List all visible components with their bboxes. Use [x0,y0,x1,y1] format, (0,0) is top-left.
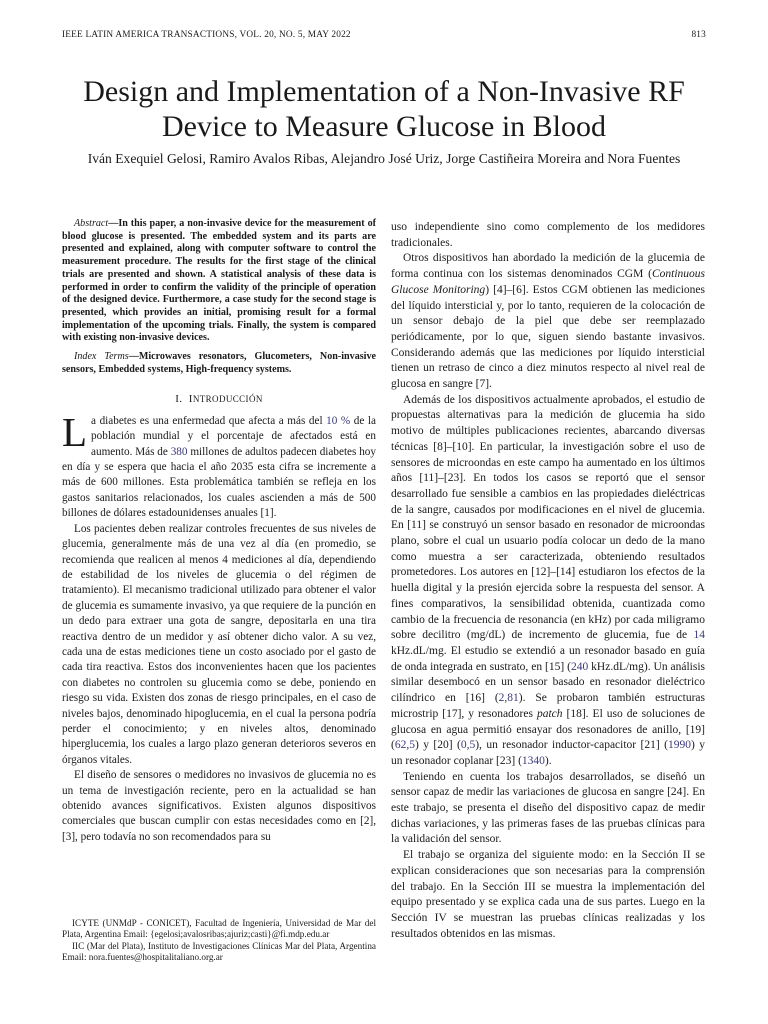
paper-title [40,74,728,144]
section-title-rest: NTRODUCCIÓN [192,394,263,405]
right-p3-number-6: 1990 [667,739,691,752]
right-paragraph-2 [391,251,705,392]
intro-p1-number-1: 10 % [326,414,351,427]
footnote-affiliation-1: ICYTE (UNMdP - CONICET), Facultad de Ingeniería, Universidad de Mar del Plata, Argentina Email: {egelosi;avalosribas;ajuriz;casti}@fi.mdp.edu.ar [62,918,376,940]
abstract [62,218,376,345]
right-p3-text-c: kHz.dL/mg). Un análisis similar desembocó en un sensor basado en resonador dieléctrico cilíndrico en [16] ( [391,660,706,705]
right-paragraph-3 [391,393,705,770]
right-p2-text-b: ) [4]–[6]. Estos CGM obtienen las mediciones del líquido intersticial y, por lo tanto, requieren de la colocación de un sensor debajo de la piel que debe ser reemplazado periódicamente, por lo que, siguen siendo bastante invasivos. Considerando además que las mediciones por líquido intersticial tienen un retraso de cinco a diez minutos respecto al nivel real de glucosa en sangre [7]. [391,283,705,391]
right-p3-text-d: ). Se probaron también estructuras microstrip [17], y resonadores [391,692,705,720]
index-terms [62,351,376,376]
right-p3-text-b: kHz.dL/mg. El estudio se extendió a un resonador basado en guía de onda integrada en sustrato, en [15] ( [391,644,705,673]
right-p3-text-f: ) y [20] ( [414,739,461,752]
intro-paragraph-3: El diseño de sensores o medidores no invasivos de glucemia no es un tema de investigación reciente, pero en la actualidad se han obtenido avances significativos. Existen algunos dispositivos comerciales que buscan cumplir con estas necesidades como en [2], [3], pero todavía no son recomendados para su [62,769,376,843]
intro-p1-number-2: 380 [170,445,188,458]
abstract-text: —In this paper, a non-invasive device for the measurement of blood glucose is presented. The embedded system and its parts are presented and explained, along with computer software to control the measurement procedure. The results for the first stage of the clinical trials are presented and shown. A statistical analysis of these data is performed in order to confirm the validity of the principle of operation of the designed device. Furthermore, a case study for the second stage is presented, which provides an initial, promising result for a formal implementation of the upcoming trials. Finally, the system is compared with existing non-invasive devices. [62,218,376,344]
intro-paragraph-2: Los pacientes deben realizar controles frecuentes de sus niveles de glucemia, generalmente más de una vez al día (en promedio, se recomienda que realicen al menos 4 mediciones al día, dependiendo de estabilidad de los niveles de glucemia o del régimen de tratamiento). El mecanismo tradicional utilizado para obtener el valor de glucemia es sumamente invasivo, ya que requiere de la punción en un dedo para extraer una gota de sangre, depositarla en una tira reactiva dentro de un medidor y así obtener dicho valor. A su vez, cada una de estas mediciones tiene un costo asociado por el gasto de cada tira reactiva. Estos dos inconvenientes hacen que los pacientes con diabetes no controlen su glucemia como se debe, poniendo en riesgo su vida. Existen dos zonas de riesgo principales, en el caso de niveles bajos, denominado hipoglucemia, en el cual la persona podría perder el conocimiento; y en niveles altos, denominado hiperglucemia, los cuales a largo plazo generan deterioros severos en órganos vitales. [62,522,376,766]
abstract-label: Abstract [74,218,109,229]
right-p3-number-2: 240 [570,660,589,673]
journal-name: IEEE LATIN AMERICA TRANSACTIONS, VOL. 20, NO. 5, MAY 2022 [62,30,351,40]
right-p2-text-a: Otros dispositivos han abordado la medición de la glucemia de forma continua con los sistemas denominados CGM ( [391,252,705,281]
right-p3-text-a: Además de los dispositivos actualmente aprobados, el estudio de propuestas alternativas para la medición de glucemia ha sido motivo de múltiples publicaciones recientes, abarcando diversas técnicas [8]–[10]. En particular, la investigación sobre el uso de sensores de microondas en este campo ha aumentado en los últimos años [11]–[23]. En todos los casos se reportó que el sensor desarrollado fue sensible a cambios en las propiedades dieléctricas de la sangre, causados por modificaciones en el nivel de glucemia. En [11] se construyó un sensor basado en resonador de microondas plano, sobre el cual un usuario podía colocar un dedo de la mano como muestra a ser caracterizada, obteniendo resultados prometedores. Los autores en [12]–[14] estudiaron los efectos de la huella digital y la presión ejercida sobre la respuesta del sensor. A fines comparativos, la sensibilidad obtenida, cuantizada como cambio de la frecuencia de resonancia (en kHz) por cada miligramo sobre decilitro (mg/dL) de incremento de glucemia, fue de [391,393,705,642]
right-p3-number-3: 2,81 [498,692,519,705]
running-head [62,30,706,44]
right-p3-number-5: 0,5 [460,739,476,752]
right-paragraph-1: uso independiente sino como complemento de los medidores tradicionales. [391,221,705,249]
right-p3-number-7: 1340 [521,754,545,767]
title-line-2: Device to Measure Glucose in Blood [161,110,607,143]
right-p3-number-1: 14 [693,629,705,642]
right-p3-text-h: ) y un resonador coplanar [23] ( [391,739,705,767]
right-p3-emphasis: patch [536,707,563,720]
index-terms-label: Index Terms [74,351,129,363]
intro-paragraph-1 [62,408,376,522]
right-p2-emphasis: Continuous Glucose Monitoring [391,268,705,296]
intro-p1-text-b: de la población mundial y el porcentaje de afectados está en aumento. Más de [91,414,376,458]
left-column [62,218,376,845]
affiliation-footnotes [62,918,376,963]
right-paragraph-5: El trabajo se organiza del siguiente modo: en la Sección II se explican consideraciones que son necesarias para la comprensión del trabajo. En la Sección III se muestra la implementación del equipo presentado y se explica cada una de sus partes. Luego en la Sección IV se muestran las pruebas clínicas realizadas y los resultados obtenidos en las mismas. [391,849,705,940]
author-list: Iván Exequiel Gelosi, Ramiro Avalos Ribas, Alejandro José Uriz, Jorge Castiñeira Moreira and Nora Fuentes [87,151,681,166]
section-first-letter: I [188,393,193,406]
right-p3-number-4: 62,5 [394,739,415,752]
right-p3-text-g: ), un resonador inductor-capacitor [21] ( [475,739,668,752]
right-paragraph-4: Teniendo en cuenta los trabajos desarrollados, se diseñó un sensor capaz de medir las variaciones de glucosa en sangre [24]. En este trabajo, se presenta el diseño del dispositivo capaz de medir dichas variaciones, y las primeras fases de las pruebas clínicas para la validación del sensor. [391,770,705,846]
footnote-affiliation-2: IIC (Mar del Plata), Instituto de Investigaciones Clínicas Mar del Plata, Argentina Email: nora.fuentes@hospitalitaliano.org.ar [62,940,376,962]
intro-p1-text-c: millones de adultos padecen diabetes hoy en día y se espera que hacia el año 2035 esta cifra se incremente a más de 600 millones. Esta problemática también se refleja en los gastos sanitarios relacionados, los cuales ascienden a más de 500 billones de dólares estadounidenses anuales [1]. [62,445,376,520]
page-number: 813 [691,30,706,40]
drop-cap: L [62,408,88,455]
section-heading-introduccion [62,392,376,407]
right-column [391,220,705,942]
right-p3-text-e: [18]. El uso de soluciones de glucosa en agua permitió ensayar dos resonadores de anillo, [19] ( [391,707,705,752]
index-terms-text: —Microwaves resonators, Glucometers, Non-invasive sensors, Embedded systems, High-frequency systems. [62,351,376,375]
section-numeral: I. [175,393,183,406]
right-p3-text-i: ). [544,754,552,767]
title-line-1: Design and Implementation of a Non-Invasive RF [83,75,685,108]
intro-p1-text-a: a diabetes es una enfermedad que afecta a más del [91,414,327,427]
